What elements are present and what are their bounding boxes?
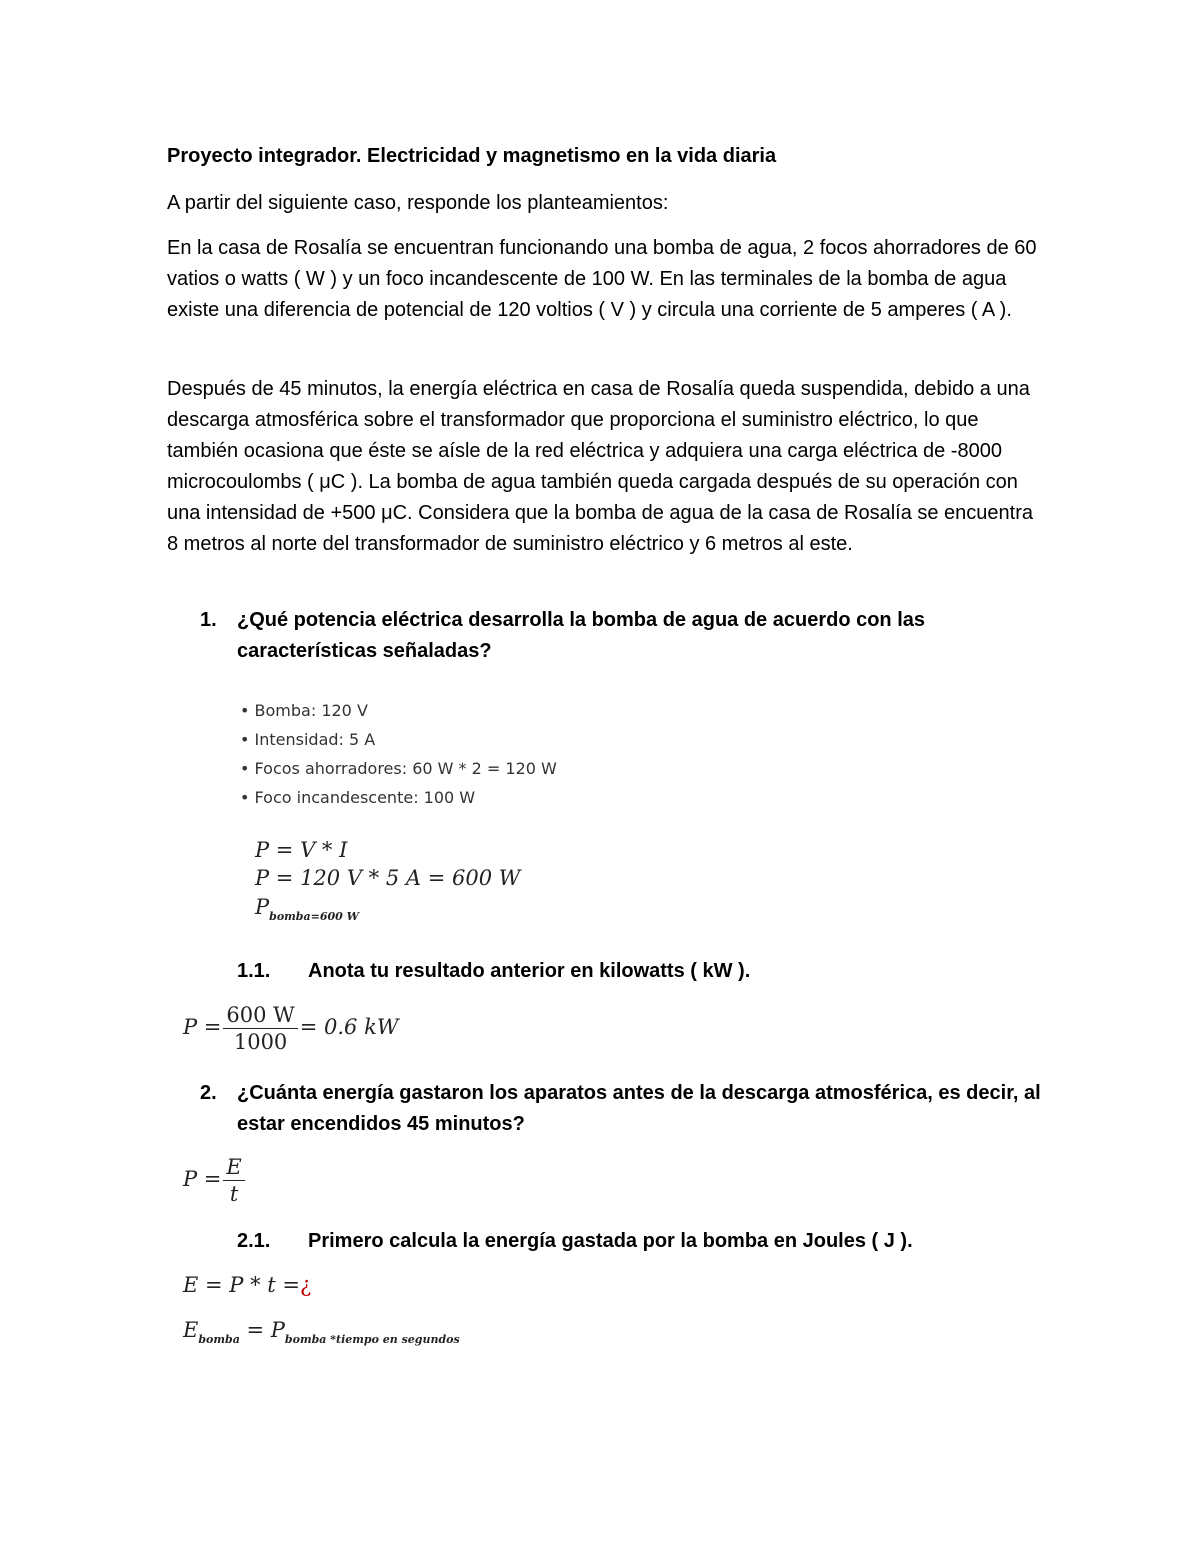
question-2-text: ¿Cuánta energía gastaron los aparatos antes de la descarga atmosférica, es decir, al estar encendidos 45 minutos? — [237, 1082, 1041, 1135]
document-title: Proyecto integrador. Electricidad y magnetismo en la vida diaria — [167, 145, 777, 167]
question-1-text: ¿Qué potencia eléctrica desarrolla la bomba de agua de acuerdo con las características señaladas? — [237, 609, 926, 662]
equation-power-calc: P = 120 V * 5 A = 600 W — [255, 866, 521, 890]
equation-power-result: $P_{bomba=600 W}$ — [255, 895, 359, 923]
equation-energy-pump: $E_{bomba} = P_{bomba *tiempo en segundos}$ — [183, 1318, 460, 1346]
given-values-list — [240, 696, 557, 812]
question-1-1-text: Anota tu resultado anterior en kilowatts ( kW ). — [308, 960, 751, 982]
intro-text: A partir del siguiente caso, responde los planteamientos: — [167, 192, 669, 214]
question-2-number: 2. — [200, 1082, 217, 1104]
equation-energy-formula: E = P * t =¿ — [183, 1273, 312, 1297]
list-item: • Focos ahorradores: 60 W * 2 = 120 W — [240, 754, 557, 783]
list-item: • Bomba: 120 V — [240, 696, 557, 725]
equation-power-energy: P = $\frac{E}{t}$ — [183, 1155, 247, 1206]
case-paragraph-2: Después de 45 minutos, la energía eléctrica en casa de Rosalía queda suspendida, debido a una descarga atmosférica sobre el transformador que proporciona el suministro eléctrico, lo que también ocasiona que éste se aísle de la red eléctrica y adquiera una carga eléctrica de -8000 microcoulombs ( μC ). La bomba de agua también queda cargada después de su operación con una intensidad de +500 μC. Considera que la bomba de agua de la casa de Rosalía se encuentra 8 metros al norte del transformador de suministro eléctrico y 6 metros al este. — [167, 378, 1034, 555]
list-item: • Foco incandescente: 100 W — [240, 783, 557, 812]
question-1-1-number: 1.1. — [237, 960, 271, 982]
case-paragraph-1: En la casa de Rosalía se encuentran funcionando una bomba de agua, 2 focos ahorradores de 60 vatios o watts ( W ) y un foco incandescente de 100 W. En las terminales de la bomba de agua existe una diferencia de potencial de 120 voltios ( V ) y circula una corriente de 5 amperes ( A ). — [167, 237, 1037, 321]
list-item: • Intensidad: 5 A — [240, 725, 557, 754]
equation-power-formula: P = V * I — [255, 838, 348, 862]
equation-kilowatts: P = $\frac{600 W}{1000}$ = 0.6 kW — [183, 1003, 399, 1054]
question-1-number: 1. — [200, 609, 217, 631]
question-2-1-number: 2.1. — [237, 1230, 271, 1252]
question-2-1-text: Primero calcula la energía gastada por la bomba en Joules ( J ). — [308, 1230, 913, 1252]
